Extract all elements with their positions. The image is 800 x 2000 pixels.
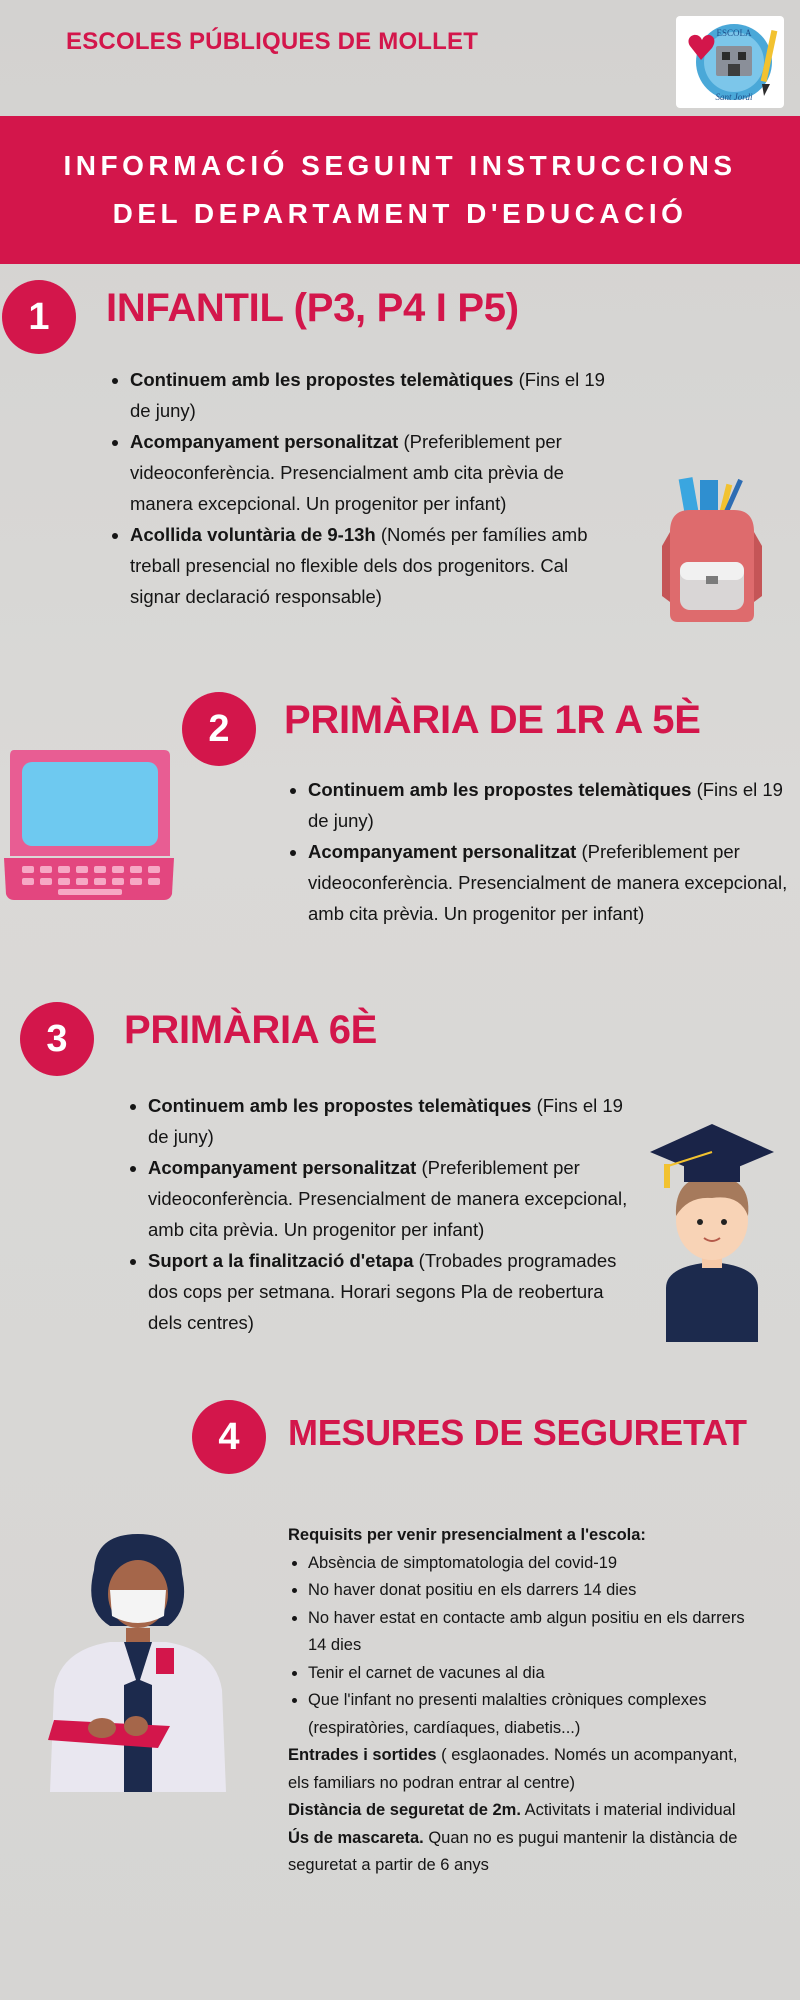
banner-title-line2: DEL DEPARTAMENT D'EDUCACIÓ [112,198,688,229]
list-item: • Acompanyament personalitzat (Preferiblement per videoconferència. Presencialment de manera excepcional, amb cita prèvia. Un progenitor per infant) [148,1152,632,1245]
list-item: • Absència de simptomatologia del covid-19 [308,1550,758,1578]
measure-mask: Ús de mascareta. Quan no es pugui mantenir la distància de seguretat a partir de 6 anys [288,1828,738,1874]
measure-distance: Distància de seguretat de 2m. Activitats i material individual [288,1801,736,1819]
list-item: • Acompanyament personalitzat (Preferiblement per videoconferència. Presencialment de manera excepcional, amb cita prèvia. Un progenitor per infant) [308,836,788,929]
measure-entries: Entrades i sortides ( esglaonades. Només un acompanyant, els familiars no podran entrar al centre) [288,1746,738,1792]
list-item: • No haver estat en contacte amb algun positiu en els darrers 14 dies [308,1605,758,1660]
security-measures [288,1522,758,1880]
section-1-title: INFANTIL (P3, P4 I P5) [106,286,519,330]
list-item: • No haver donat positiu en els darrers 14 dies [308,1577,758,1605]
laptop-icon [2,744,176,904]
section-3-title: PRIMÀRIA 6È [124,1008,378,1052]
school-name: ESCOLES PÚBLIQUES DE MOLLET [66,28,479,55]
list-item: • Que l'infant no presenti malalties cròniques complexes (respiratòries, cardíaques, diabetis...) [308,1687,758,1742]
list-item: • Suport a la finalització d'etapa (Trobades programades dos cops per setmana. Horari segons Pla de reobertura dels centres) [148,1245,632,1338]
graduate-icon [648,1120,776,1342]
requirements-heading: Requisits per venir presencialment a l'escola: [288,1526,646,1544]
logo-text-bottom: Sant Jordi [715,92,753,102]
list-item: • Acollida voluntària de 9-13h (Només per famílies amb treball presencial no flexible dels dos progenitors. Cal signar declaració responsable) [130,519,610,612]
school-logo-icon [676,16,784,108]
list-item: • Tenir el carnet de vacunes al dia [308,1660,758,1688]
section-4-number: 4 [192,1400,266,1474]
list-item: • Continuem amb les propostes telemàtiques (Fins el 19 de juny) [308,774,788,836]
school-logo [676,16,784,108]
logo-text-top: ESCOLA [716,28,752,38]
banner-title-line1: INFORMACIÓ SEGUINT INSTRUCCIONS [63,150,737,181]
section-3-number: 3 [20,1002,94,1076]
list-item: • Continuem amb les propostes telemàtiques (Fins el 19 de juny) [148,1090,632,1152]
requirements-list [288,1550,758,1743]
section-2-title: PRIMÀRIA DE 1R A 5È [284,698,701,742]
section-2-list [282,774,788,929]
doctor-icon [40,1530,236,1792]
title-banner [0,116,800,264]
section-2-number: 2 [182,692,256,766]
backpack-icon [660,476,764,626]
list-item: • Acompanyament personalitzat (Preferiblement per videoconferència. Presencialment amb cita prèvia de manera excepcional. Un progenitor per infant) [130,426,610,519]
section-1-list [104,364,610,612]
list-item: • Continuem amb les propostes telemàtiques (Fins el 19 de juny) [130,364,610,426]
section-1-number: 1 [2,280,76,354]
section-4-title: MESURES DE SEGURETAT [288,1412,747,1453]
section-3-list [122,1090,632,1338]
